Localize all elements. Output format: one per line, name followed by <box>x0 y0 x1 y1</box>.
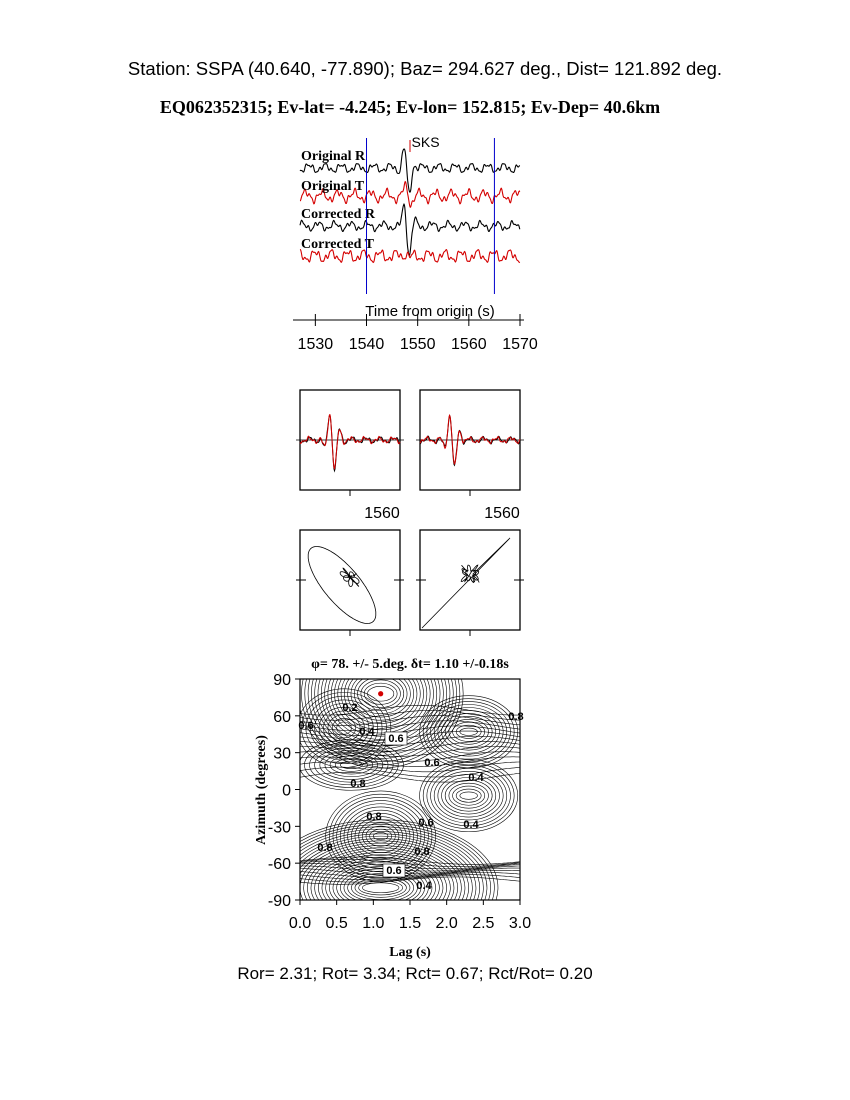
time-axis <box>293 303 538 353</box>
contour-label: 0.4 <box>468 772 484 784</box>
station-info-title: Station: SSPA (40.640, -77.890); Baz= 294.627 deg., Dist= 121.892 deg. <box>127 58 723 79</box>
particle-motion-box <box>300 530 400 630</box>
seismogram-panel <box>300 134 520 294</box>
overlay-tick-label: 1560 <box>364 505 400 522</box>
grid-title: φ= 78. +/- 5.deg. δt= 1.10 +/-0.18s <box>311 657 509 672</box>
contour-line <box>337 722 352 734</box>
x-tick-label: 2.0 <box>435 915 458 932</box>
overlay-waveform-panels <box>296 390 524 522</box>
time-tick-label: 1570 <box>502 336 538 353</box>
contour-line <box>340 869 421 907</box>
x-tick-label: 0.0 <box>288 915 312 932</box>
contour-label: 0.6 <box>418 817 434 829</box>
y-tick-label: -90 <box>267 893 291 910</box>
contour-label: 0.8 <box>508 711 524 723</box>
contour-label: 0.6 <box>424 757 440 769</box>
contour-label: 0.8 <box>366 811 382 823</box>
contour-label: 0.4 <box>416 880 432 892</box>
contour-line <box>434 707 503 756</box>
contour-line <box>449 783 489 808</box>
phase-label: SKS <box>411 134 440 150</box>
contour-line <box>267 822 494 953</box>
particle-motion-trace <box>308 547 376 624</box>
time-tick-label: 1530 <box>297 336 334 353</box>
overlay-trace <box>300 415 400 469</box>
trace-label: Corrected T <box>301 237 374 252</box>
time-tick-label: 1550 <box>399 336 436 353</box>
energy-ratio-summary: Ror= 2.31; Rot= 3.34; Rct= 0.67; Rct/Rot= 0.20 <box>237 964 593 983</box>
contour-label: 0.8 <box>350 778 366 790</box>
y-tick-label: 60 <box>273 708 291 726</box>
y-tick-label: 0 <box>282 782 291 800</box>
contour-label: 0.4 <box>359 726 375 738</box>
contour-line <box>263 820 498 956</box>
x-tick-label: 3.0 <box>508 915 532 932</box>
trace-label: Original T <box>301 179 365 194</box>
event-info-title: EQ062352315; Ev-lat= -4.245; Ev-lon= 152.815; Ev-Dep= 40.6km <box>159 97 661 117</box>
x-tick-label: 1.0 <box>362 915 385 932</box>
y-tick-label: -60 <box>267 856 291 874</box>
contour-line <box>362 883 399 893</box>
x-tick-label: 0.5 <box>325 915 348 932</box>
overlay-tick-label: 1560 <box>484 505 520 522</box>
particle-motion-panels <box>296 530 524 636</box>
contour-label: 0.2 <box>342 702 358 714</box>
particle-motion-trace <box>422 538 510 628</box>
y-tick-label: 30 <box>273 745 291 763</box>
x-axis-label: Lag (s) <box>389 945 431 960</box>
contour-line <box>460 728 478 735</box>
contour-line <box>300 772 520 782</box>
contour-line <box>423 699 514 765</box>
time-tick-label: 1540 <box>348 336 385 353</box>
best-fit-marker <box>378 691 383 696</box>
y-tick-label: -30 <box>267 819 291 837</box>
contour-label: 0.8 <box>317 842 333 854</box>
contour-line <box>445 780 492 811</box>
trace-label: Original R <box>301 149 366 164</box>
x-tick-label: 1.5 <box>398 915 422 932</box>
contour-label: 0.6 <box>386 865 402 877</box>
contour-label: 0.8 <box>414 846 430 858</box>
contour-line <box>300 710 520 720</box>
time-tick-label: 1560 <box>451 336 487 353</box>
contour-label: 0.4 <box>463 819 479 831</box>
y-axis-label: Azimuth (degrees) <box>254 735 269 845</box>
overlay-trace <box>420 416 520 466</box>
contour-line <box>460 792 478 799</box>
time-axis-label: Time from origin (s) <box>365 303 495 320</box>
y-tick-label: 90 <box>273 672 291 689</box>
contour-label: 0.6 <box>388 733 404 745</box>
contour-line <box>431 704 507 759</box>
trace-label: Corrected R <box>301 207 375 222</box>
overlay-trace <box>300 415 400 471</box>
x-tick-label: 2.5 <box>472 915 495 932</box>
contour-label: 0.6 <box>298 720 314 732</box>
energy-contour-panel <box>254 619 531 960</box>
